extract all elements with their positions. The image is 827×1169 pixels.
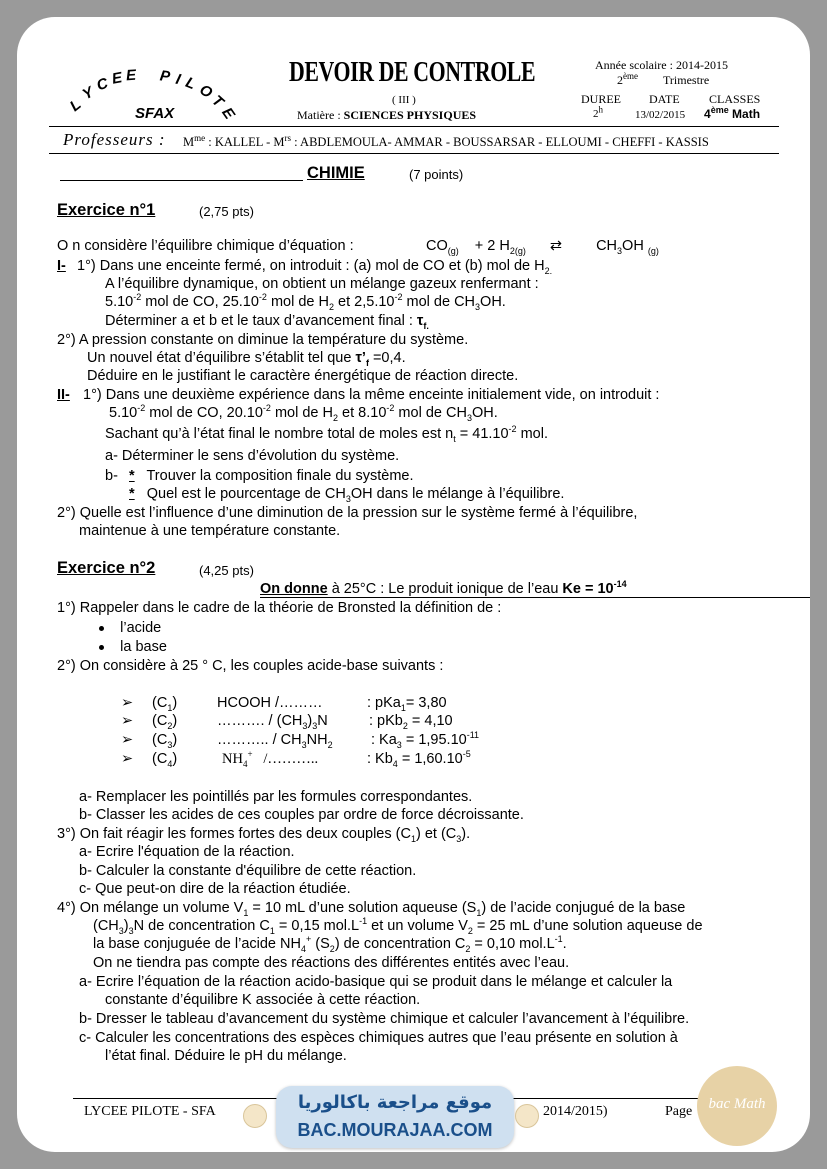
ex1-q2c: Déduire en le justifiant le caractère énergétique de réaction directe. [87, 368, 519, 384]
school-year: Année scolaire : 2014-2015 [595, 58, 728, 72]
ex1-q1b: A l’équilibre dynamique, on obtient un mélange gazeux renfermant : [105, 276, 539, 292]
ex2-q3b: b- Calculer la constante d'équilibre de cette réaction. [79, 863, 417, 879]
ex1-p2b1: * Trouver la composition finale du système. [129, 468, 414, 484]
professors-divider [49, 153, 779, 154]
ex2-q4c: c- Calculer les concentrations des espèces chimiques autres que l’eau présente en solution à [79, 1030, 678, 1046]
couple-constant: : $Ka_3 = 1,95.10^{-11}$ [371, 730, 480, 750]
ex2-qa: a- Remplacer les pointillés par les formules correspondantes. [79, 789, 473, 805]
ex1-p2q1c: Sachant qu’à l’état final le nombre total de moles est $n_t = 41.10^{-2}$ mol. [105, 424, 548, 444]
footer-small-logo [243, 1104, 267, 1128]
ex2-q4a: a- Ecrire l’équation de la réaction acido-basique qui se produit dans le mélange et calculer la [79, 974, 673, 990]
ex2-bullet2: la base [99, 638, 167, 656]
couple-id: $(C_3)$ [152, 732, 178, 750]
bac-math-badge-text: bac Math [708, 1096, 766, 1112]
footer-page: Page [665, 1104, 693, 1119]
couple-constant: : pKa$_1$= 3,80 [367, 695, 447, 713]
bac-math-badge [697, 1066, 777, 1146]
couple-formula: $NH_4^+$ /……….. [222, 749, 319, 769]
ex1-q1c: $5.10^{-2}$ mol de CO, $25.10^{-2}$ mol de $H_2$ et $2,5.10^{-2}$ mol de $CH_3OH$. [105, 292, 506, 312]
ex1-q2: 2°) A pression constante on diminue la température du système. [57, 332, 469, 348]
duree-value: 2$^h$ [593, 104, 603, 120]
ex1-part2-label: II- [57, 387, 70, 403]
ex1-p2a: a- Déterminer le sens d’évolution du système. [105, 448, 400, 464]
trimester: 2ème Trimestre [617, 71, 710, 87]
chimie-title: CHIMIE [307, 164, 365, 182]
ex1-equation: $CO_{(g)} + 2$ $H_{2(g)}$ ⇄ $CH_3OH$ $_{(g)}$ [426, 238, 659, 256]
given-underline [260, 597, 810, 598]
ex1-intro: O n considère l’équilibre chimique d’équation : [57, 238, 354, 254]
ex2-title: Exercice n°2 [57, 559, 156, 577]
exam-title: DEVOIR DE CONTROLE [289, 57, 536, 88]
ex1-p2q2b: maintenue à une température constante. [79, 523, 341, 539]
ex2-q3: 3°) On fait réagir les formes fortes des deux couples $(C_1)$ et $(C_3)$. [57, 826, 471, 844]
ex2-q3c: c- Que peut-on dire de la réaction étudiée. [79, 881, 351, 897]
couple-row: ➢ [121, 732, 134, 748]
ex2-points: (4,25 pts) [199, 563, 254, 578]
couple-row: ➢ [121, 695, 134, 711]
ex2-q4-line2: $(CH_3)_3N$ de concentration $C_1 = 0,15$ $mol.L^{-1}$ et un volume $V_2 = 25$ mL d’une solution aqueuse de [93, 916, 703, 936]
ex1-part1-label: I- [57, 258, 66, 274]
ex2-q4b: b- Dresser le tableau d’avancement du système chimique et calculer l’avancement à l’équilibre. [79, 1011, 690, 1027]
couple-row: ➢ [121, 713, 134, 729]
chimie-points: (7 points) [409, 167, 464, 182]
ex1-points: (2,75 pts) [199, 204, 254, 219]
school-logo-city: SFAX [135, 105, 175, 122]
site-banner[interactable] [276, 1086, 514, 1148]
date-value: 13/02/2015 [635, 109, 686, 121]
class-value: 4ème Math [704, 105, 761, 121]
ex2-q4c2: l’état final. Déduire le pH du mélange. [105, 1048, 347, 1064]
ex2-qb: b- Classer les acides de ces couples par ordre de force décroissante. [79, 807, 524, 823]
ex2-q4-line3: la base conjuguée de l’acide $NH_4^+$ $(S_2)$ de concentration $C_2 = 0,10$ $mol.L^{-1}$. [93, 934, 567, 954]
ex2-q2: 2°) On considère à 25 ° C, les couples acide-base suivants : [57, 658, 444, 674]
col-duree: DUREE [581, 92, 621, 106]
school-logo: L Y C E E P I L O T E SFAX [66, 66, 238, 123]
ex1-p2q2: 2°) Quelle est l’influence d’une diminution de la pression sur le système fermé à l’équilibre, [57, 505, 638, 521]
ex2-given: On donne à 25°C : Le produit ionique de l’eau $Ke = 10^{-14}$ [260, 579, 627, 597]
couple-id: $(C_2)$ [152, 713, 178, 731]
couple-row: ➢ [121, 751, 134, 767]
subject-line: Matière : SCIENCES PHYSIQUES [297, 108, 477, 122]
ex1-q1d: Déterminer a et b et le taux d’avancement final : $\tau_{f.}$ [105, 313, 429, 331]
ex1-q1: 1°) Dans une enceinte fermé, on introduit : (a) mol de CO et (b) mol de $H_{2.}$ [77, 258, 553, 276]
ex1-p2b-label: b- [105, 468, 118, 484]
exam-number: ( III ) [392, 94, 416, 106]
ex2-q4-line4: On ne tiendra pas compte des réactions des différentes entités avec l’eau. [93, 955, 570, 971]
ex1-p2b2: * Quel est le pourcentage de $CH_3OH$ dans le mélange à l’équilibre. [129, 486, 565, 504]
header-divider [49, 126, 779, 127]
professors-label: Professeurs : [63, 130, 166, 149]
ex1-q2b: Un nouvel état d’équilibre s’établit tel que $\tau’_f =0,4$. [87, 350, 406, 368]
footer-year: 2014/2015) [543, 1104, 608, 1119]
ex2-q4a2: constante d’équilibre K associée à cette réaction. [105, 992, 421, 1008]
couple-formula: ……….. / $CH_3NH_2$ [217, 732, 333, 750]
ex2-q4: 4°) On mélange un volume $V_1 = 10$ mL d’une solution aqueuse $(S_1)$ de l’acide conjugué de la base [57, 900, 686, 918]
couple-id: $(C_4)$ [152, 751, 178, 769]
ex1-p2q1b: $5.10^{-2}$ mol de CO, $20.10^{-2}$ mol de $H_2$ et $8.10^{-2}$ mol de $CH_3OH$. [109, 403, 498, 423]
couple-formula: ………. / $(CH_3)_3N$ [217, 713, 328, 731]
site-banner-arabic: موقع مراجعة باكالوريا [297, 1092, 493, 1113]
couple-id: $(C_1)$ [152, 695, 178, 713]
couple-formula: HCOOH /……… [217, 695, 323, 711]
ex2-bullet1: l’acide [99, 619, 161, 637]
footer-school: LYCEE PILOTE - SFA [84, 1104, 216, 1119]
ex2-q1: 1°) Rappeler dans le cadre de la théorie de Bronsted la définition de : [57, 600, 502, 616]
exam-page [17, 17, 810, 1152]
ex1-title: Exercice n°1 [57, 201, 156, 219]
couple-constant: : pKb$_2$ = 4,10 [369, 713, 453, 731]
site-banner-url: BAC.MOURAJAA.COM [297, 1120, 493, 1140]
col-classes: CLASSES [709, 92, 761, 106]
col-date: DATE [649, 92, 680, 106]
site-banner-logo [515, 1104, 539, 1128]
professors-list: $M^{me}$ : KALLEL - $M^{rs}$ : ABDLEMOULA- AMMAR - BOUSSARSAR - ELLOUMI - CHEFFI - KASSIS [183, 132, 709, 149]
couple-constant: : $Kb_4 = 1,60.10^{-5}$ [367, 749, 471, 769]
ex1-p2q1: 1°) Dans une deuxième expérience dans la même enceinte initialement vide, on introduit : [83, 387, 660, 403]
chimie-underline-left [60, 180, 303, 181]
ex2-q3a: a- Ecrire l'équation de la réaction. [79, 844, 295, 860]
